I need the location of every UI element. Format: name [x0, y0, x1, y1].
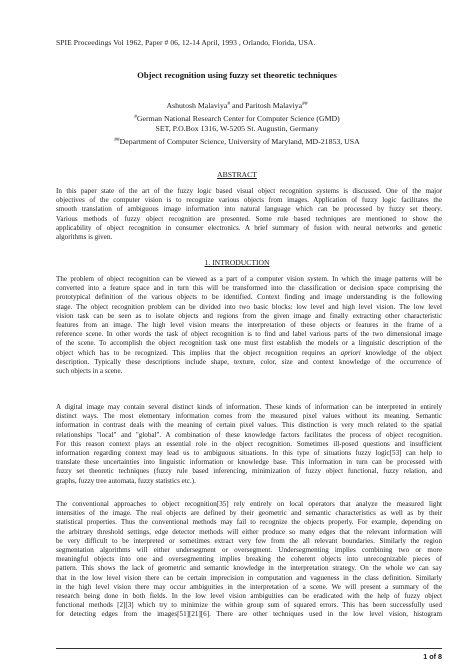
- author-1: Ashutosh Malaviya: [166, 101, 228, 110]
- paragraph-line: stage. The object recognition problem can be divided into two basic blocks: low level and high level vision. The low level: [56, 302, 442, 311]
- running-header: SPIE Proceedings Vol 1962, Paper # 06, 12-14 April, 1993 , Orlando, Florida, USA.: [56, 38, 316, 47]
- abstract-line: objectives of the computer vision is to recognize various objects from images. Application of fuzzy logic facilitates the: [56, 196, 442, 205]
- affiliation-1: [0, 112, 474, 125]
- intro-paragraph-2: [56, 403, 442, 486]
- paragraph-line: intensities of the image. The real objects are defined by their geometric and semantic characteristics as well as by their: [56, 509, 442, 518]
- affiliation-1-name: German National Research Center for Computer Science (GMD): [136, 113, 340, 123]
- line-segment: object which has to be recognized. This implies that the object recognition requires an: [56, 348, 341, 357]
- page-number: 1 of 8: [423, 652, 442, 661]
- paragraph-line: pattern. This shows the lack of geometric and semantic knowledge in the interpretation strategy. On the whole we can say: [56, 564, 442, 573]
- introduction-heading: 1. INTRODUCTION: [204, 258, 270, 267]
- abstract-line: applicability of object recognition in consumer electronics. A brief summary of fusion with neural networks and genetic: [56, 223, 442, 232]
- paragraph-line: vision task can be seen as to isolate objects and regions from the given image and finally extracting other characteristic: [56, 311, 442, 320]
- paragraph-line: The problem of object recognition can be viewed as a part of a computer vision system. In which the image patterns will be: [56, 275, 442, 283]
- abstract-body: [56, 187, 442, 242]
- paragraph-line: reference scene. In other words the task of object recognition is to find and label various parts of the two dimensional image: [56, 330, 442, 339]
- author-2: and Paritosh Malaviya: [230, 101, 303, 110]
- abstract-line: In this paper state of the art of the fuzzy logic based visual object recognition systems is discussed. One of the major: [56, 187, 442, 195]
- author-names: [0, 99, 474, 112]
- paragraph-line: translate these uncertainties into linguistic information or knowledge base. This information in turn can be processed with: [56, 458, 442, 467]
- paragraph-line: such objects in a scene.: [56, 367, 123, 376]
- footer-divider: [56, 648, 442, 649]
- paragraph-line: statistical properties. Thus the conventional methods may fail to recognize the objects properly. For example, depending on: [56, 518, 442, 527]
- author-1-mark: #: [227, 101, 231, 107]
- paragraph-line: meaningful objects into one and oversegmenting implies breaking the coherent objects into unrecognizable pieces of: [56, 555, 442, 564]
- paragraph-line: research being done in both fields. In the low level vision ambiguities can be eradicated with the help of fuzzy object: [56, 592, 442, 601]
- paragraph-line: in the high level vision there may occur ambiguities in the interpretation of a scene. We will present a summary of the: [56, 582, 442, 591]
- paragraph-line: converted into a feature space and in turn this will be transformed into the classification or decision space comprising the: [56, 284, 442, 293]
- paragraph-line: [56, 349, 442, 358]
- abstract-heading: ABSTRACT: [217, 170, 257, 179]
- paragraph-line: be very difficult to be interpreted or sometimes extract very few from the all relevant boundaries. Similarly the region: [56, 536, 442, 545]
- italic-term: apriori: [340, 348, 361, 357]
- paragraph-line: relationships "local" and "global". A combination of these knowledge factors facilitates the process of object recognition.: [56, 430, 442, 439]
- paragraph-line: distinct ways. The most elementary information comes from the measured pixel values without its meaning. Semantic: [56, 412, 442, 421]
- paragraph-line: For this reason context plays an essential role in the object recognition. Sometimes ill-posed questions and insufficient: [56, 439, 442, 448]
- affiliation-2-name: Department of Computer Science, University of Maryland, MD-21853, USA: [119, 136, 360, 146]
- paragraph-line: fuzzy set theoretic techniques (fuzzy rule based inferencing, minimization of fuzzy object functional, fuzzy relation, and: [56, 467, 442, 476]
- paragraph-line: for detecting edges from the images[51][21][6]. There are other techniques used in the low level vision, histogram: [56, 610, 442, 619]
- paragraph-line: information regarding context may lead us to ambiguous situations. In this type of situations fuzzy logic[53] can help to: [56, 449, 442, 458]
- paragraph-line: prototypical definition of the various objects to be identified. Context finding and image understanding is the following: [56, 293, 442, 302]
- paragraph-line: functional methods [2][3] which try to minimize the within group sum of squared errors. This has been successfully used: [56, 601, 442, 610]
- affiliation-1-address: SET, P.O.Box 1316, W-5205 St. Augustin, Germany: [155, 124, 319, 134]
- affiliation-2-mark: ##: [114, 136, 120, 143]
- paragraph-line: of the scene. To accomplish the object recognition task one must first establish the models or a linguistic description of the: [56, 339, 442, 348]
- intro-paragraph-1: [56, 275, 442, 376]
- paragraph-line: features from an image. The high level vision means the interpretation of these objects or features in the frame of a: [56, 321, 442, 330]
- paragraph-line: that in the low level vision there can be certain imprecision in computation and vagueness in the class definition. Similarly: [56, 573, 442, 582]
- author-2-mark: ##: [302, 101, 308, 107]
- affiliation-1-mark: #: [134, 113, 137, 120]
- intro-paragraph-3: [56, 500, 442, 620]
- abstract-line: algorithms is given.: [56, 233, 113, 242]
- paragraph-line: information in contrast deals with the meaning of certain pixel values. This distinction is very much related to the spatial: [56, 421, 442, 430]
- paper-title: Object recognition using fuzzy set theoretic techniques: [137, 70, 337, 80]
- affiliation-2: [0, 135, 474, 148]
- author-block: [0, 99, 474, 147]
- abstract-line: Various methods of fuzzy object recognition are presented. Some rule based techniques are mentioned to show the: [56, 214, 442, 223]
- abstract-line: smooth translation of ambiguous image information into natural language which can be processed by fuzzy set theory.: [56, 205, 442, 214]
- paragraph-line: The conventional approaches to object recognition[35] rely entirely on local operators that analyze the measured light: [56, 500, 442, 508]
- paragraph-line: graphs, fuzzy tree automata, fuzzy statistics etc.).: [56, 476, 196, 485]
- paragraph-line: segmentation algorithms will either undersegment or oversegment. Undersegmenting implies combining two or more: [56, 546, 442, 555]
- paragraph-line: A digital image may contain several distinct kinds of information. These kinds of information can be interpreted in entirely: [56, 403, 442, 411]
- paragraph-line: the arbitrary threshold settings, edge detector methods will either produce so many edges that the relevant information will: [56, 527, 442, 536]
- paragraph-line: description. Typically these descriptions include shape, texture, color, size and context knowledge of the occurrence of: [56, 357, 442, 366]
- line-segment: knowledge of the object: [360, 348, 442, 357]
